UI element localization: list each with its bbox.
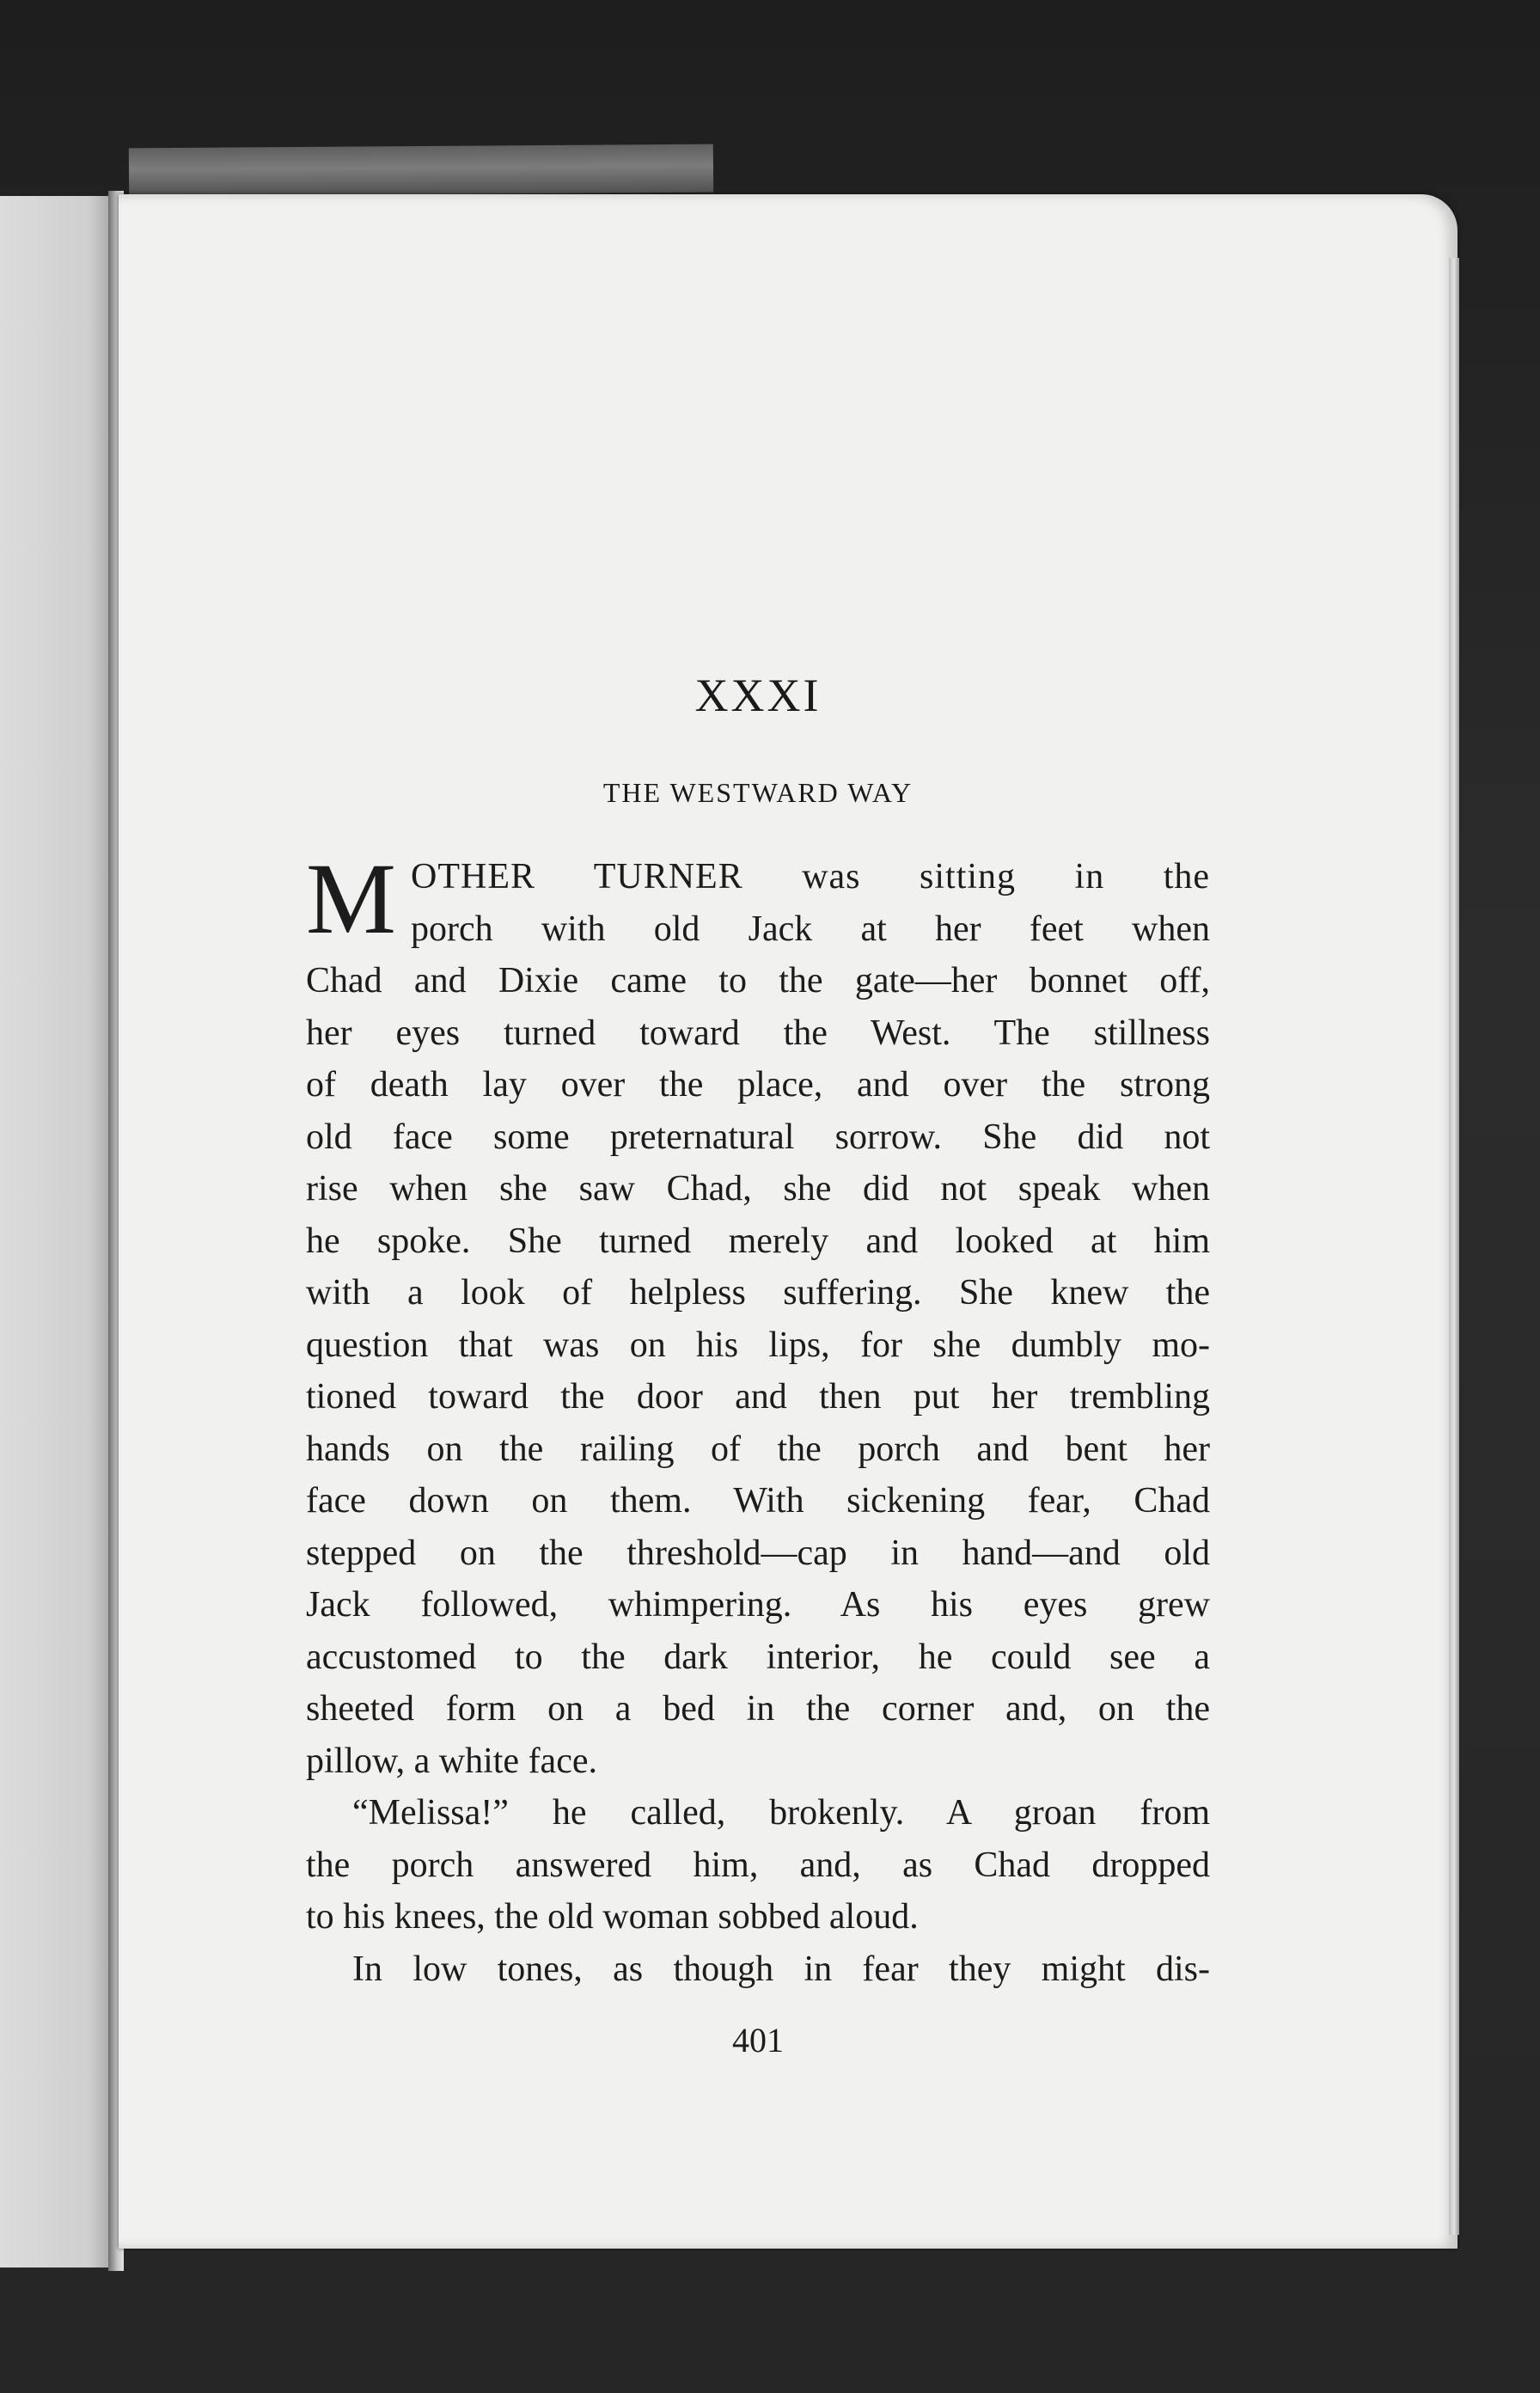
text-line: “Melissa!” he called, brokenly. A groan from: [352, 1793, 1210, 1833]
text-line: old face some preternatural sorrow. She did not: [306, 1117, 1210, 1157]
text-line: hands on the railing of the porch and bent her: [306, 1429, 1210, 1469]
binding-tape: [129, 144, 713, 197]
text-line: Chad and Dixie came to the gate—her bonnet off,: [306, 961, 1210, 1001]
drop-cap: M: [306, 842, 396, 955]
body-text: [306, 842, 1210, 1995]
text-line: porch with old Jack at her feet when: [411, 909, 1210, 949]
text-line: of death lay over the place, and over the strong: [306, 1065, 1210, 1105]
text-line: In low tones, as though in fear they might dis-: [352, 1949, 1210, 1989]
text-line: Jack followed, whimpering. As his eyes grew: [306, 1585, 1210, 1625]
text-line: the porch answered him, and, as Chad dropped: [306, 1845, 1210, 1885]
text-line: OTHER TURNER was sitting in the: [411, 857, 1210, 897]
text-line: face down on them. With sickening fear, Chad: [306, 1481, 1210, 1521]
page-edge-shadow: [1449, 258, 1459, 2235]
text-line: tioned toward the door and then put her trembling: [306, 1377, 1210, 1417]
chapter-number: XXXI: [694, 670, 822, 721]
text-line: pillow, a white face.: [306, 1741, 597, 1781]
text-line: sheeted form on a bed in the corner and, on the: [306, 1689, 1210, 1729]
text-line: with a look of helpless suffering. She knew the: [306, 1273, 1210, 1313]
text-line: question that was on his lips, for she dumbly mo-: [306, 1325, 1210, 1365]
text-line: accustomed to the dark interior, he could see a: [306, 1637, 1210, 1677]
page-number: 401: [732, 2021, 784, 2059]
facing-page-edge: [0, 196, 112, 2268]
text-line: he spoke. She turned merely and looked at him: [306, 1221, 1210, 1261]
text-line: her eyes turned toward the West. The stillness: [306, 1013, 1210, 1053]
text-line: to his knees, the old woman sobbed aloud.: [306, 1897, 919, 1937]
chapter-title: THE WESTWARD WAY: [602, 777, 914, 808]
text-line: stepped on the threshold—cap in hand—and old: [306, 1533, 1210, 1573]
text-line: rise when she saw Chad, she did not speak when: [306, 1169, 1210, 1209]
